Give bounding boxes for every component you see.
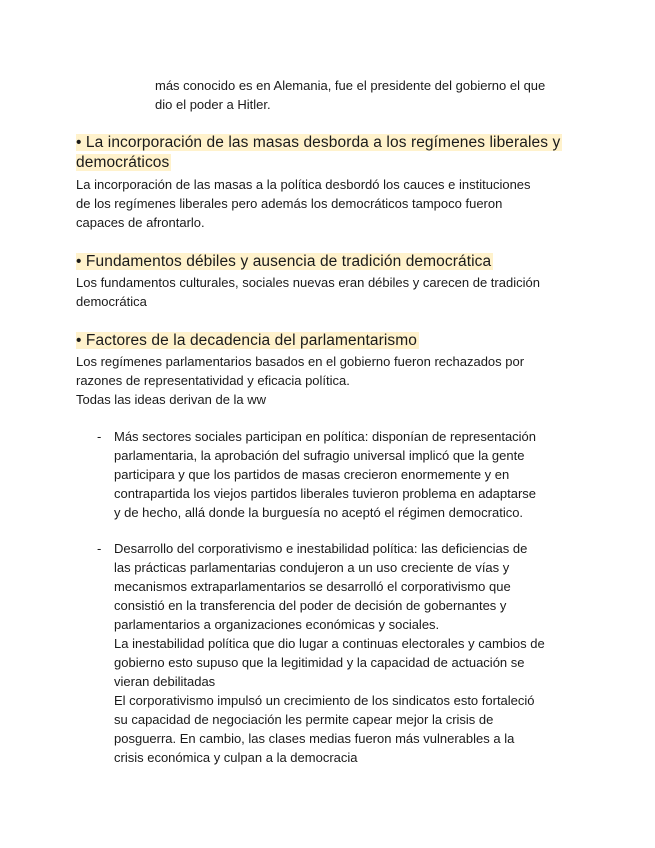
intro-line: dio el poder a Hitler. (155, 97, 271, 112)
section-heading-text: • Factores de la decadencia del parlamentarismo (76, 332, 417, 349)
intro-line: más conocido es en Alemania, fue el presidente del gobierno el que (155, 78, 546, 93)
list-dash: - (97, 429, 102, 444)
paragraph-line: democrática (76, 294, 147, 309)
list-item-line: El corporativismo impulsó un crecimiento de los sindicatos esto fortaleció (114, 693, 535, 708)
list-dash: - (97, 541, 102, 556)
list-item-line: contrapartida los viejos partidos liberales tuvieron problema en adaptarse (114, 486, 537, 501)
list-item-line: parlamentarios a organizaciones económicas y sociales. (114, 617, 440, 632)
list-item-line: Desarrollo del corporativismo e inestabilidad política: las deficiencias de (114, 541, 528, 556)
list-item-line: vieran debilitadas (114, 674, 216, 689)
list-item-line: participara y que los partidos de masas crecieron enormemente y en (114, 467, 510, 482)
section-heading-text: • Fundamentos débiles y ausencia de tradición democrática (76, 253, 492, 270)
section-heading-text: • La incorporación de las masas desborda a los regímenes liberales y (76, 134, 561, 151)
list-item-line: La inestabilidad política que dio lugar a continuas electorales y cambios de (114, 636, 545, 651)
section-heading (76, 153, 171, 173)
list-item-line: posguerra. En cambio, las clases medias fueron más vulnerables a la (114, 731, 515, 746)
paragraph-line: Los fundamentos culturales, sociales nuevas eran débiles y carecen de tradición (76, 275, 540, 290)
paragraph-line: La incorporación de las masas a la política desbordó los cauces e instituciones (76, 177, 531, 192)
list-item-line: su capacidad de negociación les permite capear mejor la crisis de (114, 712, 494, 727)
paragraph-line: de los regímenes liberales pero además los democráticos tampoco fueron (76, 196, 503, 211)
list-item-line: parlamentaria, la aprobación del sufragio universal implicó que la gente (114, 448, 525, 463)
list-item-line: gobierno esto supuso que la legitimidad y la capacidad de actuación se (114, 655, 525, 670)
list-item-line: crisis económica y culpan a la democracia (114, 750, 358, 765)
paragraph-line: Los regímenes parlamentarios basados en el gobierno fueron rechazados por (76, 354, 525, 369)
list-item-line: y de hecho, allá donde la burguesía no aceptó el régimen democratico. (114, 505, 524, 520)
paragraph-line: Todas las ideas derivan de la ww (76, 392, 267, 407)
paragraph-line: capaces de afrontarlo. (76, 215, 205, 230)
list-item-line: las prácticas parlamentarias condujeron a un uso creciente de vías y (114, 560, 510, 575)
section-heading (76, 331, 419, 351)
list-item-line: consistió en la transferencia del poder de decisión de gobernantes y (114, 598, 507, 613)
list-item-line: mecanismos extraparlamentarios se desarrolló el corporativismo que (114, 579, 511, 594)
section-heading (76, 252, 493, 272)
paragraph-line: razones de representatividad y eficacia política. (76, 373, 350, 388)
section-heading (76, 133, 562, 153)
section-heading-text: democráticos (76, 154, 170, 171)
list-item-line: Más sectores sociales participan en política: disponían de representación (114, 429, 537, 444)
